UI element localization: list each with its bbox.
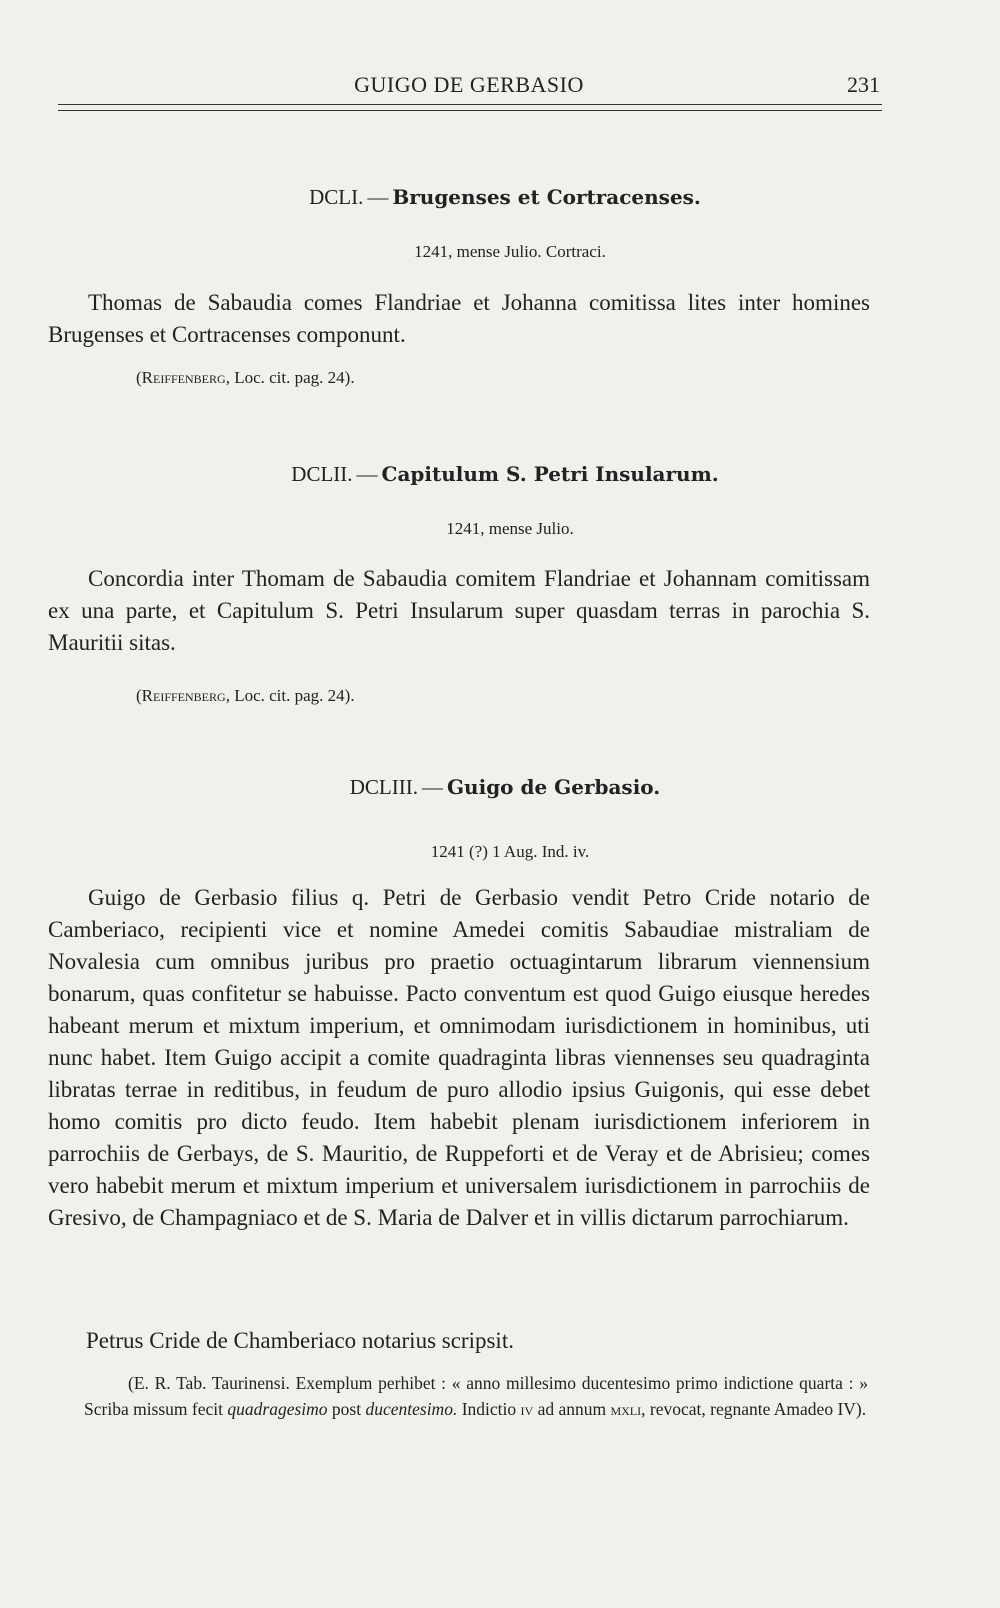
- entry-source: [136, 368, 355, 388]
- source-rest: , Loc. cit. pag. 24).: [225, 686, 355, 705]
- header-rule: [58, 104, 882, 111]
- entry-title-dcliii: [0, 775, 1000, 800]
- entry-dash: —: [421, 775, 443, 799]
- note-part: ad annum: [533, 1399, 611, 1419]
- note-part: , revocat, regnante Amadeo IV).: [641, 1399, 867, 1419]
- entry-number: DCLII.: [291, 462, 353, 486]
- notary-signature-line: Petrus Cride de Chamberiaco notarius scripsit.: [86, 1328, 514, 1353]
- entry-date: 1241, mense Julio. Cortraci.: [414, 242, 606, 261]
- entry-title-dclii: [0, 462, 1000, 487]
- entry-text-content: Concordia inter Thomam de Sabaudia comitem Flandriae et Johannam comitissam ex una parte, et Capitulum S. Petri Insularum super quasdam terras in parochia S. Mauritii sitas.: [48, 566, 870, 655]
- entry-source: [136, 686, 355, 706]
- note-small-caps: iv: [520, 1399, 534, 1419]
- entry-title-dcli: [0, 185, 1000, 210]
- entry-number: DCLI.: [309, 185, 364, 209]
- entry-text: [48, 563, 870, 659]
- entry-name: Capitulum S. Petri Insularum.: [381, 462, 719, 486]
- running-title: GUIGO DE GERBASIO: [354, 72, 584, 97]
- page-number: 231: [847, 72, 880, 97]
- entry-date: 1241 (?) 1 Aug. Ind. iv.: [430, 842, 590, 861]
- entry-text-content: Guigo de Gerbasio filius q. Petri de Gerbasio vendit Petro Cride notario de Camberiaco, recipienti vice et nomine Amedei comitis Sabaudiae mistraliam de Novalesia cum omnibus juribus pro praetio octuagintarum librarum viennensium bonarum, quas confitetur se habuisse. Pacto conventum est quod Guigo eiusque heredes habeant merum et mixtum imperium, et omnimodam iurisdictionem in hominibus, uti nunc habet. Item Guigo accipit a comite quadraginta libras viennenses seu quadraginta libratas terrae in reditibus, in feudum de puro allodio ipsius Guigonis, qui esse debet homo comitis pro dicto feudo. Item habebit plenam iurisdictionem inferiorem in parrochiis de Gerbays, de S. Mauritio, de Ruppeforti et de Veray et de Abrisieu; comes vero habebit merum et mixtum imperium et universalem iurisdictionem in parrochiis de Gresivo, de Champagniaco et de S. Maria de Dalver et in villis dictarum parrochiarum.: [48, 885, 870, 1230]
- entry-name: Guigo de Gerbasio.: [446, 775, 661, 799]
- entry-text: [48, 882, 870, 1234]
- note-italic: quadragesimo: [227, 1399, 328, 1419]
- entry-number: DCLIII.: [349, 775, 418, 799]
- running-head: [58, 72, 880, 102]
- entry-note: [84, 1370, 868, 1422]
- entry-text: [48, 287, 870, 351]
- entry-dash: —: [367, 185, 389, 209]
- entry-text-content: Thomas de Sabaudia comes Flandriae et Johanna comitissa lites inter homines Brugenses et Cortracenses componunt.: [48, 290, 870, 347]
- source-rest: , Loc. cit. pag. 24).: [225, 368, 355, 387]
- entry-date: 1241, mense Julio.: [446, 519, 574, 538]
- source-author: Reiffenberg: [141, 368, 226, 387]
- entry-dash: —: [356, 462, 378, 486]
- note-part: post: [327, 1399, 366, 1419]
- entry-name: Brugenses et Cortracenses.: [392, 185, 701, 209]
- source-open: (: [136, 368, 142, 387]
- source-open: (: [136, 686, 142, 705]
- note-small-caps: mxli: [610, 1399, 642, 1419]
- note-part: (E. R. Tab. Taurinensi. Exemplum perhibet : « anno millesimo ducentesimo primo indictione quarta : » Scriba missum fecit: [84, 1373, 868, 1419]
- note-part: Indictio: [457, 1399, 521, 1419]
- note-italic: ducentesimo.: [365, 1399, 458, 1419]
- source-author: Reiffenberg: [141, 686, 226, 705]
